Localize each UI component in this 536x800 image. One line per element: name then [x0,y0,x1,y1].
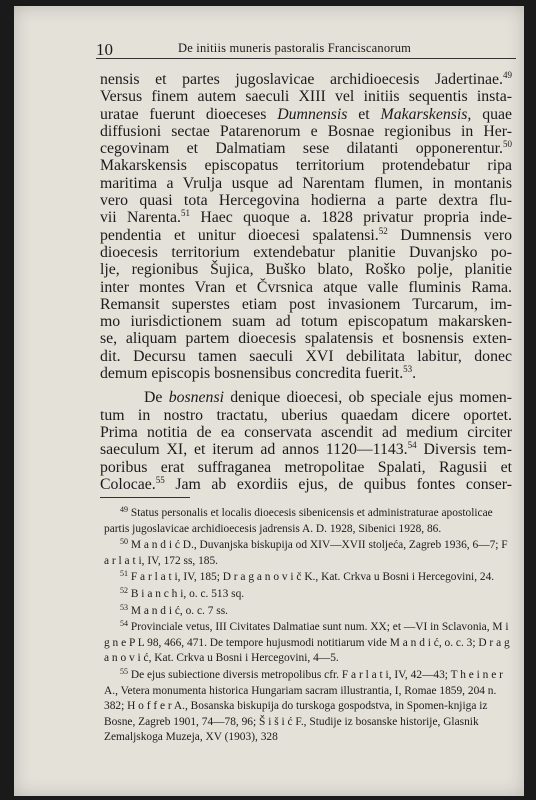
footnote-ref[interactable]: 51 [180,208,190,219]
page-header [96,40,516,59]
text-line: uratae fuerunt dioeceses Dumnensis et Makarskensis, quae [100,105,513,123]
book-page [14,6,524,796]
footnote-ref[interactable]: 55 [155,474,165,485]
footnote-ref[interactable]: 52 [378,225,388,236]
footnote-ref[interactable]: 54 [407,440,417,451]
text-line: demum episcopis bosnensibus concredita fuerit.$^{53}$. [100,364,417,383]
running-title: De initiis muneris pastoralis Franciscanorum [178,41,412,55]
text-line: dit. Decursu tamen saeculi XVI debilitata labitur, donec [100,347,512,365]
page-number: 10 [96,40,113,59]
text-line: pendentia et unitur dioecesi spalatensi.$^{52}$ Dumnensis vero [100,225,512,244]
text-line: vii Narenta.$^{51}$ Haec quoque a. 1828 privatur propria inde- [100,208,512,227]
text-line: cegovinam et Dalmatiam sese dilatanti opponerentur.$^{50}$ [100,139,512,158]
text-line: inter montes Vran et Čvrsnica atque valle fluminis Rama. [100,278,512,296]
footnote-divider [100,497,190,498]
footnote: $^{49}$ Status personalis et localis dioecesis sibenicensis et administraturae apostolicae partis jugoslavicae archidioecesis jadrensis A. D. 1928, Sibenici 1928, 86. [104,505,493,535]
footnotes [104,506,512,747]
footnote: $^{55}$ De ejus subiectione diversis metropolibus cfr. F a r l a t i, IV, 42—43; T h e i n e r A., Vetera monumenta historica Hungariam sacram illustrantia, I, Romae 1859, 204 n. 382; H o f f e r A., Bosanska biskupija do turskoga gospodstva, in Spomen-knjiga iz Bosne, Zagreb 1901, 74—78, 96; Š i š i ć F., Studije iz bosanske historije, Glasnik Zemaljskoga Muzeja, XV (1903), 328 [104,666,503,744]
footnote: $^{51}$ F a r l a t i, IV, 185; D r a g a n o v i č K., Kat. Crkva u Bosni i Hercegovini, 24. [120,569,495,584]
text-line: se, aliquam partem dioecesis spalatensis et bosnensis exten- [100,330,512,348]
text-line: tum in nostro tractatu, uberius quaedam dicere oportet. [100,406,512,424]
text-line: poribus erat suffraganea metropolitae Spalati, Ragusii et [100,458,512,476]
text-line: Colocae.$^{55}$ Jam ab exordiis ejus, de quibus fontes conser- [100,474,513,493]
text-line: De bosnensi denique dioecesi, ob speciale ejus momen- [144,389,513,407]
paragraph-1 [100,71,512,382]
text-line: vero quasi tota Hercegovina hodierna a parte dextra flu- [100,192,512,210]
footnote-ref[interactable]: 53 [403,364,413,375]
text-line: nensis et partes jugoslavicae archidioecesis Jadertinae.$^{49}$ [100,70,512,88]
footnote: $^{52}$ B i a n c h i, o. c. 513 sq. [120,585,245,600]
text-line: dioecesis territorium extendebatur planitie Duvanjsko po- [100,243,512,261]
text-line: maritima a Vrulja usque ad Narentam flumen, in montanis [100,174,512,192]
text-line: mo iurisdictionem suam ad totum episcopatum makarsken- [100,313,512,331]
footnote: $^{54}$ Provinciale vetus, III Civitates Dalmatiae sunt num. XX; et —VI in Sclavonia, M i g n e P L 98, 466, 471. De tempore hujusmodi notitiarum vide M a n d i ć, o. c. 3; D r a g a n o v i ć, Kat. Crkva u Bosni i Hercegovini, 4—5. [104,619,510,665]
text-line: Prima notitia de ea conservata ascendit ad medium circiter [100,423,512,441]
footnote-ref[interactable]: 49 [503,70,512,80]
text-line: Makarskensis episcopatus territorium protendebatur ripa [100,157,512,175]
text-line: Remansit superstes etiam post invasionem Turcarum, im- [100,295,512,313]
text-line: diffusioni sectae Patarenorum e Bosnae regionibus in Her- [100,122,512,140]
paragraph-2 [100,389,512,493]
footnote-ref[interactable]: 50 [503,139,512,150]
footnote: $^{50}$ M a n d i ć D., Duvanjska biskupija od XIV—XVII stoljeća, Zagreb 1936, 6—7; F a r l a t i, IV, 172 ss, 185. [104,537,508,567]
footnote: $^{53}$ M a n d i ć, o. c. 7 ss. [120,602,228,617]
main-text [100,71,512,493]
text-line: Versus finem autem saeculi XIII vel initiis sequentis insta- [100,88,512,106]
text-line: lje, regionibus Šujica, Buško blato, Roško polje, planitie [100,261,512,279]
text-line: saeculum XI, et iterum ad annos 1120—1143.54 Diversis tem- [100,440,512,459]
